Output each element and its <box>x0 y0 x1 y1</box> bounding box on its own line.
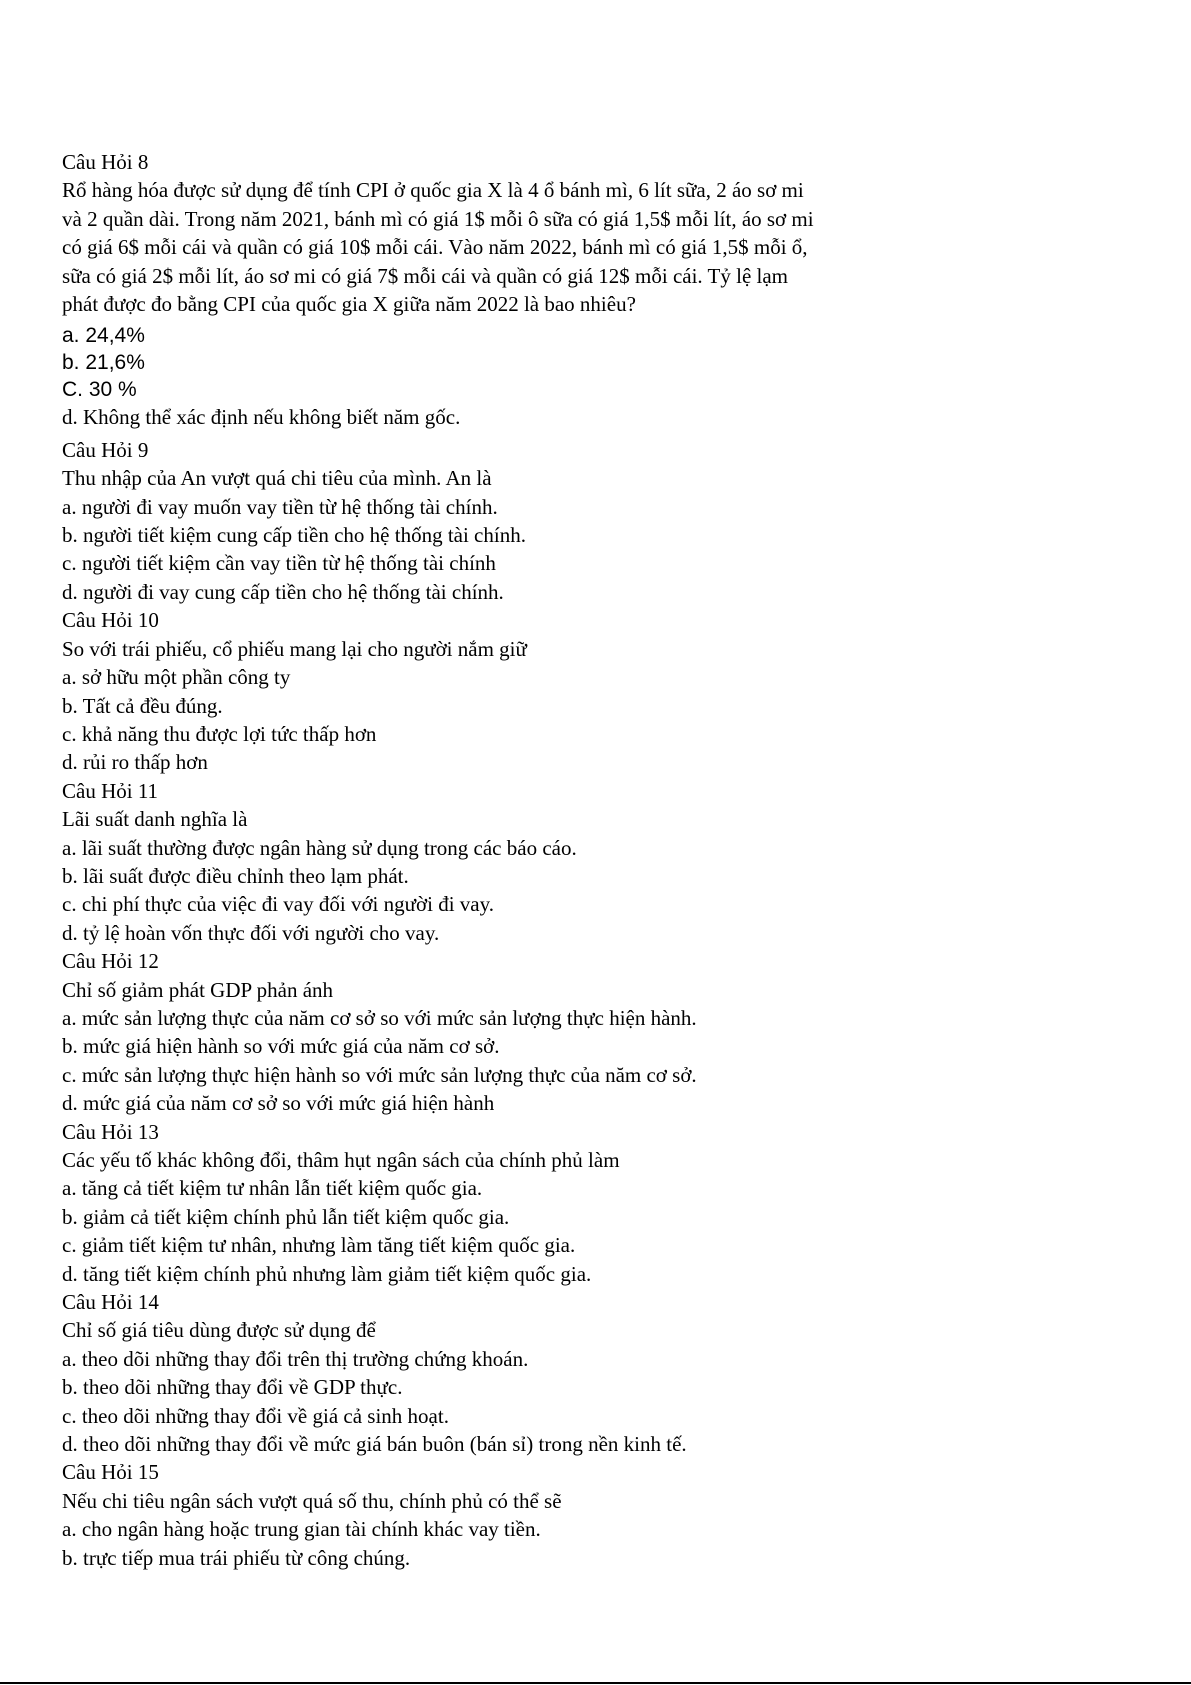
answer-option: b. mức giá hiện hành so với mức giá của năm cơ sở. <box>62 1034 500 1059</box>
answer-option: d. tỷ lệ hoàn vốn thực đối với người cho vay. <box>62 920 440 945</box>
answer-option: a. mức sản lượng thực của năm cơ sở so với mức sản lượng thực hiện hành. <box>62 1005 697 1030</box>
answer-option: d. tăng tiết kiệm chính phủ nhưng làm giảm tiết kiệm quốc gia. <box>62 1261 592 1286</box>
answer-option: d. mức giá của năm cơ sở so với mức giá hiện hành <box>62 1091 495 1116</box>
question-title: Câu Hỏi 9 <box>62 437 149 462</box>
question-14 <box>62 1288 1132 1458</box>
question-title: Câu Hỏi 10 <box>62 608 159 633</box>
question-stem: Thu nhập của An vượt quá chi tiêu của mình. An là <box>62 466 492 491</box>
question-stem-line: sữa có giá 2$ mỗi lít, áo sơ mi có giá 7$ mỗi cái và quần có giá 12$ mỗi cái. Tỷ lệ lạm <box>62 263 789 288</box>
answer-option: a. 24,4% <box>62 324 145 348</box>
answer-option: d. theo dõi những thay đổi về mức giá bán buôn (bán sỉ) trong nền kinh tế. <box>62 1432 687 1457</box>
page-bottom-rule <box>0 1682 1191 1684</box>
question-title: Câu Hỏi 12 <box>62 949 159 974</box>
question-title: Câu Hỏi 11 <box>62 778 159 803</box>
document-page <box>62 148 1132 1572</box>
answer-option: a. sở hữu một phần công ty <box>62 665 291 690</box>
answer-option: d. Không thể xác định nếu không biết năm gốc. <box>62 405 461 430</box>
answer-option: a. người đi vay muốn vay tiền từ hệ thống tài chính. <box>62 494 498 519</box>
answer-option: d. người đi vay cung cấp tiền cho hệ thống tài chính. <box>62 579 504 604</box>
question-stem: So với trái phiếu, cổ phiếu mang lại cho người nắm giữ <box>62 636 527 661</box>
question-stem-line: có giá 6$ mỗi cái và quần có giá 10$ mỗi cái. Vào năm 2022, bánh mì có giá 1,5$ mỗi ổ, <box>62 235 808 260</box>
question-stem: Các yếu tố khác không đổi, thâm hụt ngân sách của chính phủ làm <box>62 1148 620 1172</box>
answer-option: a. tăng cả tiết kiệm tư nhân lẫn tiết kiệm quốc gia. <box>62 1176 483 1201</box>
question-stem-line: Rổ hàng hóa được sử dụng để tính CPI ở quốc gia X là 4 ổ bánh mì, 6 lít sữa, 2 áo sơ mi <box>62 178 804 203</box>
question-8 <box>62 148 1132 432</box>
answer-option: d. rủi ro thấp hơn <box>62 750 208 775</box>
answer-option: C. 30 % <box>62 378 137 402</box>
question-stem: Chỉ số giảm phát GDP phản ánh <box>62 977 334 1002</box>
question-9 <box>62 436 1132 606</box>
answer-option: a. theo dõi những thay đổi trên thị trường chứng khoán. <box>62 1346 529 1371</box>
answer-option: b. trực tiếp mua trái phiếu từ công chúng. <box>62 1545 411 1570</box>
answer-option: c. người tiết kiệm cần vay tiền từ hệ thống tài chính <box>62 551 496 576</box>
answer-option: c. mức sản lượng thực hiện hành so với mức sản lượng thực của năm cơ sở. <box>62 1062 697 1087</box>
question-13 <box>62 1118 1132 1288</box>
question-title: Câu Hỏi 13 <box>62 1119 159 1144</box>
answer-option: c. khả năng thu được lợi tức thấp hơn <box>62 721 377 746</box>
question-15 <box>62 1458 1132 1572</box>
question-title: Câu Hỏi 15 <box>62 1460 159 1485</box>
answer-option: b. theo dõi những thay đổi về GDP thực. <box>62 1375 403 1400</box>
question-stem-line: phát được đo bằng CPI của quốc gia X giữa năm 2022 là bao nhiêu? <box>62 292 636 317</box>
answer-option: c. giảm tiết kiệm tư nhân, nhưng làm tăng tiết kiệm quốc gia. <box>62 1233 576 1258</box>
question-stem: Nếu chi tiêu ngân sách vượt quá số thu, chính phủ có thể sẽ <box>62 1488 562 1513</box>
question-11 <box>62 777 1132 947</box>
answer-option: c. theo dõi những thay đổi về giá cả sinh hoạt. <box>62 1403 449 1428</box>
answer-option: b. 21,6% <box>62 351 145 375</box>
question-title: Câu Hỏi 14 <box>62 1290 159 1315</box>
question-stem-line: và 2 quần dài. Trong năm 2021, bánh mì có giá 1$ mỗi ô sữa có giá 1,5$ mỗi lít, áo sơ mi <box>62 206 814 231</box>
answer-option: b. Tất cả đều đúng. <box>62 693 223 718</box>
answer-option: b. lãi suất được điều chỉnh theo lạm phát. <box>62 863 409 888</box>
question-10 <box>62 606 1132 776</box>
question-stem: Lãi suất danh nghĩa là <box>62 807 248 832</box>
answer-option: b. giảm cả tiết kiệm chính phủ lẫn tiết kiệm quốc gia. <box>62 1204 510 1229</box>
question-stem: Chỉ số giá tiêu dùng được sử dụng để <box>62 1318 376 1343</box>
question-title: Câu Hỏi 8 <box>62 150 149 174</box>
question-12 <box>62 947 1132 1117</box>
answer-option: c. chi phí thực của việc đi vay đối với người đi vay. <box>62 892 495 917</box>
answer-option: a. lãi suất thường được ngân hàng sử dụng trong các báo cáo. <box>62 835 577 860</box>
answer-option: a. cho ngân hàng hoặc trung gian tài chính khác vay tiền. <box>62 1517 541 1542</box>
answer-option: b. người tiết kiệm cung cấp tiền cho hệ thống tài chính. <box>62 523 526 548</box>
